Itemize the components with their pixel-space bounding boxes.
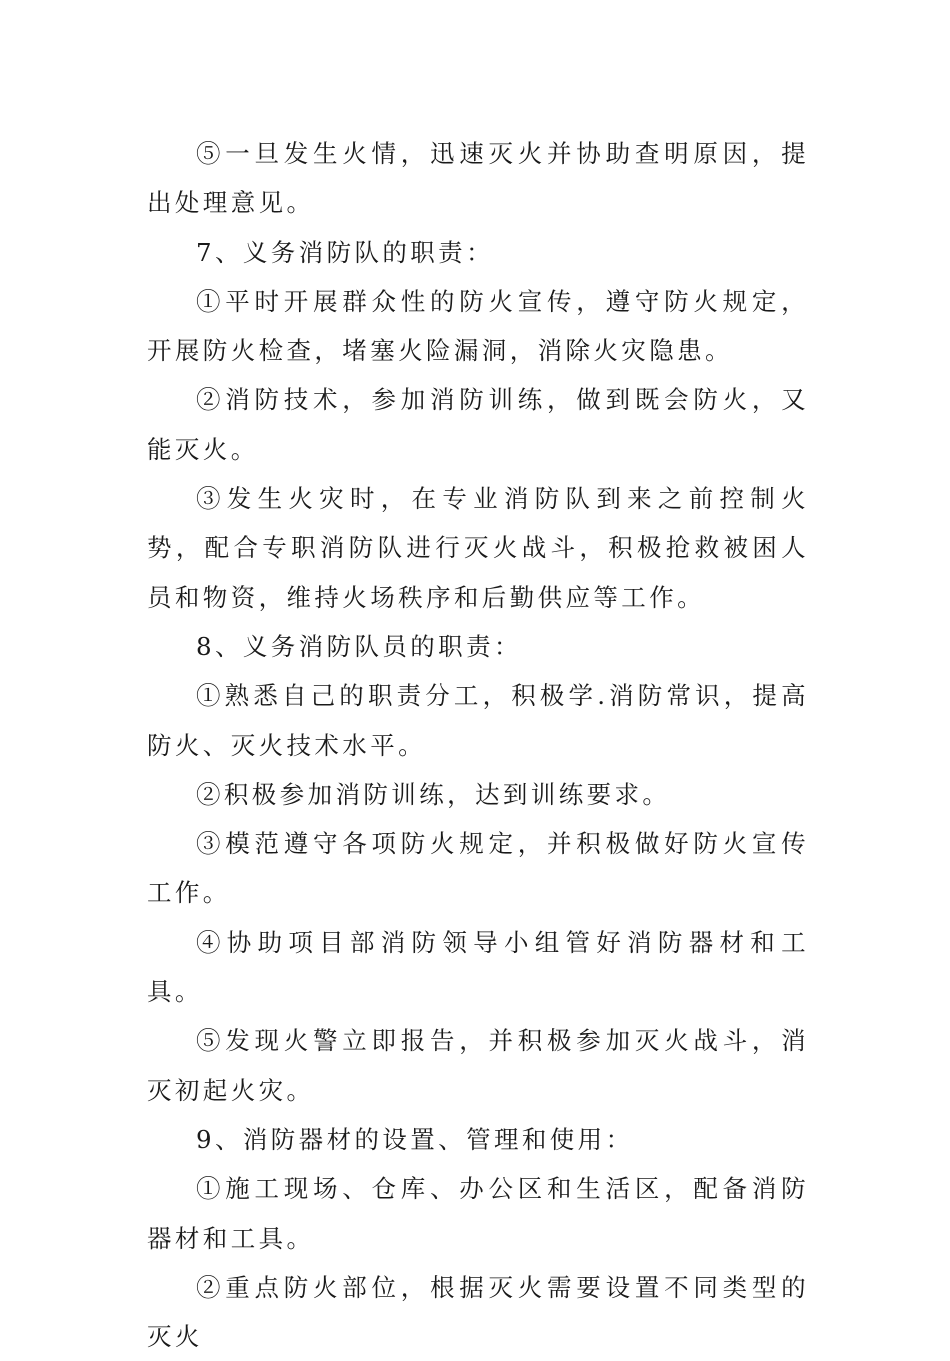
paragraph-equipment-1: ①施工现场、仓库、办公区和生活区，配备消防器材和工具。 [147,1174,809,1253]
paragraph-member-duty-4: ④协助项目部消防领导小组管好消防器材和工具。 [147,927,809,1007]
document-body [147,129,809,1361]
paragraph-item-5-fire-response: ⑤一旦发生火情，迅速灭火并协助查明原因，提出处理意见。 [147,139,809,218]
section-heading-fire-equipment: 9、消防器材的设置、管理和使用： [196,1124,634,1154]
paragraph-member-duty-5: ⑤发现火警立即报告，并积极参加灭火战斗，消灭初起火灾。 [147,1026,809,1105]
paragraph-member-duty-1: ①熟悉自己的职责分工，积极学.消防常识，提高防火、灭火技术水平。 [147,681,809,760]
paragraph-member-duty-2: ②积极参加消防训练，达到训练要求。 [196,779,671,809]
paragraph-team-duty-3: ③发生火灾时，在专业消防队到来之前控制火势，配合专职消防队进行灭火战斗，积极抢救被困人员和物资，维持火场秩序和后勤供应等工作。 [147,484,809,612]
paragraph-team-duty-1: ①平时开展群众性的防火宣传，遵守防火规定，开展防火检查，堵塞火险漏洞，消除火灾隐患。 [147,286,809,366]
paragraph-member-duty-3: ③模范遵守各项防火规定，并积极做好防火宣传工作。 [147,829,809,908]
section-heading-volunteer-team-duties: 7、义务消防队的职责： [196,237,494,267]
paragraph-team-duty-2: ②消防技术，参加消防训练，做到既会防火，又能灭火。 [147,385,809,464]
paragraph-equipment-2: ②重点防火部位，根据灭火需要设置不同类型的灭火 [147,1272,809,1352]
section-heading-volunteer-member-duties: 8、义务消防队员的职责： [196,631,522,661]
